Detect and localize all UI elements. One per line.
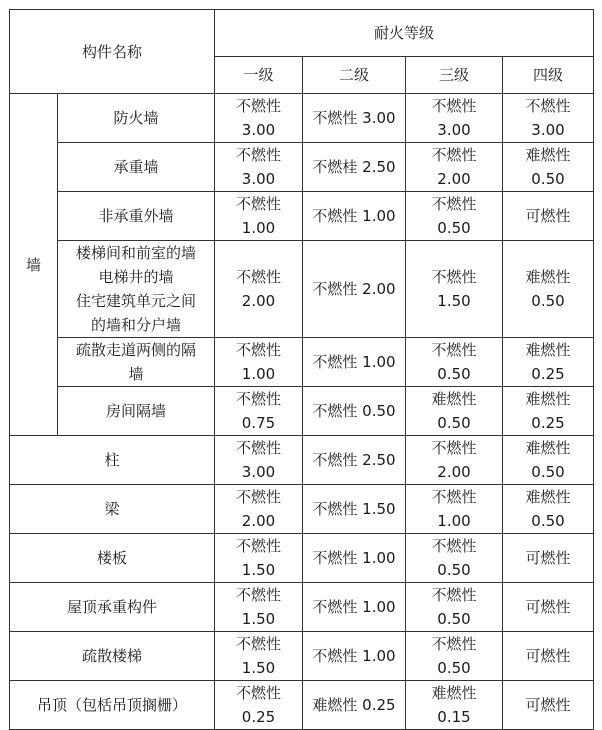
grade-3-cell-line: 0.50 (437, 219, 471, 237)
grade-4-cell (503, 241, 594, 338)
component-name-cell: 屋顶承重构件 (10, 583, 215, 632)
component-name-cell-line: 楼梯间和前室的墙 (75, 244, 196, 262)
grade-2-cell (303, 436, 406, 485)
grade-1-cell-line: 不燃性 (235, 439, 281, 457)
grade-4-cell (503, 143, 594, 192)
grade-4-cell-line: 可燃性 (525, 207, 571, 225)
component-name-cell-line: 的墙和分户墙 (90, 316, 181, 334)
grade-1-cell (215, 583, 303, 632)
table-row (10, 338, 594, 387)
grade-3-cell-line: 2.00 (437, 463, 471, 481)
fire-resistance-table (9, 9, 594, 730)
grade-4-cell (503, 338, 594, 387)
grade-2-cell-line: 不燃性 2.50 (312, 451, 396, 469)
grade-1-cell (215, 681, 303, 730)
grade-1-cell-line: 不燃性 (235, 268, 281, 286)
grade-4-cell-line: 难燃性 (525, 439, 571, 457)
grade-1-cell-line: 3.00 (241, 463, 276, 481)
grade-3-cell-line: 不燃性 (431, 146, 477, 164)
grade-2-cell (303, 241, 406, 338)
table-row (10, 681, 594, 730)
grade-1-cell-line: 3.00 (241, 121, 276, 139)
grade-2-cell (303, 338, 406, 387)
grade-2-cell (303, 143, 406, 192)
grade-1-cell (215, 192, 303, 241)
component-name-cell-line: 房间隔墙 (105, 402, 166, 420)
grade-4-cell (503, 485, 594, 534)
grade-1-cell-line: 不燃性 (235, 195, 281, 213)
component-name-cell-line: 墙 (128, 365, 144, 383)
table-row (10, 583, 594, 632)
grade-4-cell (503, 436, 594, 485)
grade-3-cell (406, 485, 503, 534)
grade-3-cell (406, 94, 503, 143)
grade-3-cell (406, 534, 503, 583)
grade-1-cell (215, 485, 303, 534)
grade-3-cell-line: 0.50 (437, 414, 471, 432)
component-name-cell-line: 疏散走道两侧的隔 (75, 341, 196, 359)
grade-1-cell (215, 387, 303, 436)
grade-1-cell-line: 2.00 (241, 292, 276, 310)
component-name-cell: 柱 (10, 436, 215, 485)
grade-1-cell-line: 不燃性 (235, 146, 281, 164)
component-name-cell: 楼板 (10, 534, 215, 583)
component-name-cell-line: 防火墙 (113, 109, 159, 127)
grade-2-cell (303, 681, 406, 730)
grade-1-cell-line: 1.00 (241, 219, 276, 237)
table-body (10, 10, 594, 730)
grade-1-cell-line: 不燃性 (235, 586, 281, 604)
grade-3-cell-line: 不燃性 (431, 97, 477, 115)
grade-1-cell-line: 1.00 (241, 365, 276, 383)
grade-4-cell-line: 难燃性 (525, 146, 571, 164)
grade-1-cell-line: 不燃性 (235, 390, 281, 408)
component-name-cell (58, 241, 215, 338)
grade-3-cell (406, 436, 503, 485)
grade-3-cell (406, 338, 503, 387)
grade-1-cell-line: 2.00 (241, 512, 276, 530)
grade-3-cell (406, 143, 503, 192)
table-row (10, 192, 594, 241)
fire-grade-header: 耐火等级 (215, 10, 594, 57)
grade-1-cell (215, 94, 303, 143)
grade-4-cell-line: 0.25 (531, 414, 565, 432)
grade-2-cell-line: 不燃性 1.50 (312, 500, 396, 518)
grade-2-cell-line: 不燃性 0.50 (312, 402, 396, 420)
grade-3-cell-line: 1.50 (437, 292, 471, 310)
wall-group-label: 墙 (10, 94, 58, 436)
component-name-cell-line: 电梯井的墙 (98, 268, 174, 286)
component-name-cell (58, 143, 215, 192)
grade-3-header: 三级 (406, 57, 503, 94)
grade-4-cell-line: 0.50 (531, 170, 565, 188)
grade-1-header: 一级 (215, 57, 303, 94)
table-row (10, 632, 594, 681)
grade-4-cell-line: 0.50 (531, 512, 565, 530)
grade-1-cell-line: 不燃性 (235, 635, 281, 653)
table-row (10, 387, 594, 436)
grade-1-cell (215, 338, 303, 387)
grade-1-cell-line: 不燃性 (235, 488, 281, 506)
grade-3-cell-line: 0.50 (437, 561, 471, 579)
table-row (10, 534, 594, 583)
grade-3-cell-line: 0.15 (437, 708, 471, 726)
grade-1-cell-line: 1.50 (241, 659, 276, 677)
grade-3-cell-line: 0.50 (437, 659, 471, 677)
grade-1-cell (215, 241, 303, 338)
grade-3-cell-line: 3.00 (437, 121, 471, 139)
grade-2-cell-line: 不燃性 1.00 (312, 647, 396, 665)
grade-4-cell-line: 0.25 (531, 365, 565, 383)
grade-1-cell (215, 436, 303, 485)
grade-3-cell-line: 难燃性 (431, 684, 477, 702)
grade-3-cell (406, 681, 503, 730)
grade-1-cell-line: 1.50 (241, 561, 276, 579)
grade-4-cell-line: 难燃性 (525, 390, 571, 408)
grade-3-cell-line: 不燃性 (431, 341, 477, 359)
grade-2-cell (303, 192, 406, 241)
grade-4-cell-line: 不燃性 (525, 97, 571, 115)
grade-4-cell-line: 0.50 (531, 463, 565, 481)
grade-4-cell-line: 难燃性 (525, 268, 571, 286)
grade-1-cell-line: 不燃性 (235, 537, 281, 555)
component-name-header: 构件名称 (10, 10, 215, 94)
grade-3-cell (406, 632, 503, 681)
grade-3-cell-line: 不燃性 (431, 439, 477, 457)
grade-4-cell (503, 632, 594, 681)
grade-1-cell-line: 0.75 (241, 414, 276, 432)
grade-3-cell-line: 不燃性 (431, 635, 477, 653)
component-name-cell-line: 非承重外墙 (98, 207, 174, 225)
table-row (10, 94, 594, 143)
grade-4-cell-line: 难燃性 (525, 341, 571, 359)
grade-2-cell (303, 583, 406, 632)
header-row-1 (10, 10, 594, 57)
grade-4-cell-line: 0.50 (531, 292, 565, 310)
component-name-cell-line: 承重墙 (113, 158, 159, 176)
grade-2-cell-line: 不燃性 1.00 (312, 207, 396, 225)
grade-1-cell-line: 不燃性 (235, 684, 281, 702)
component-name-cell-line: 住宅建筑单元之间 (75, 292, 196, 310)
grade-1-cell (215, 143, 303, 192)
grade-3-cell-line: 难燃性 (431, 390, 477, 408)
grade-3-cell-line: 0.50 (437, 365, 471, 383)
grade-2-cell (303, 632, 406, 681)
grade-4-cell (503, 583, 594, 632)
component-name-cell: 疏散楼梯 (10, 632, 215, 681)
table-row (10, 436, 594, 485)
grade-4-cell (503, 94, 594, 143)
grade-4-cell-line: 可燃性 (525, 696, 571, 714)
grade-4-cell (503, 534, 594, 583)
grade-1-cell-line: 3.00 (241, 170, 276, 188)
grade-4-cell-line: 3.00 (531, 121, 565, 139)
grade-2-cell-line: 不燃桂 2.50 (312, 158, 396, 176)
component-name-cell (58, 338, 215, 387)
component-name-cell (58, 192, 215, 241)
grade-2-cell-line: 不燃性 3.00 (312, 109, 396, 127)
grade-3-cell-line: 0.50 (437, 610, 471, 628)
grade-3-cell-line: 不燃性 (431, 488, 477, 506)
grade-3-cell (406, 241, 503, 338)
grade-3-cell (406, 387, 503, 436)
grade-3-cell-line: 不燃性 (431, 537, 477, 555)
grade-4-cell-line: 难燃性 (525, 488, 571, 506)
grade-4-cell-line: 可燃性 (525, 549, 571, 567)
grade-4-cell (503, 681, 594, 730)
grade-2-cell (303, 387, 406, 436)
grade-3-cell (406, 583, 503, 632)
grade-1-cell (215, 632, 303, 681)
grade-1-cell-line: 不燃性 (235, 97, 281, 115)
component-name-cell (58, 94, 215, 143)
grade-2-cell (303, 94, 406, 143)
grade-2-cell-line: 不燃性 2.00 (312, 280, 396, 298)
component-name-cell: 梁 (10, 485, 215, 534)
grade-4-cell-line: 可燃性 (525, 598, 571, 616)
grade-3-cell-line: 不燃性 (431, 586, 477, 604)
grade-3-cell-line: 2.00 (437, 170, 471, 188)
component-name-cell: 吊顶（包栝吊顶搁栅） (10, 681, 215, 730)
table-row (10, 485, 594, 534)
grade-4-header: 四级 (503, 57, 594, 94)
grade-2-header: 二级 (303, 57, 406, 94)
grade-2-cell (303, 485, 406, 534)
component-name-cell (58, 387, 215, 436)
grade-2-cell (303, 534, 406, 583)
grade-2-cell-line: 难燃性 0.25 (312, 696, 396, 714)
table-row (10, 143, 594, 192)
grade-1-cell-line: 1.50 (241, 610, 276, 628)
grade-3-cell-line: 1.00 (437, 512, 471, 530)
table-row (10, 241, 594, 338)
grade-4-cell (503, 387, 594, 436)
grade-3-cell-line: 不燃性 (431, 268, 477, 286)
grade-1-cell (215, 534, 303, 583)
grade-3-cell-line: 不燃性 (431, 195, 477, 213)
grade-1-cell-line: 0.25 (241, 708, 276, 726)
grade-2-cell-line: 不燃性 1.00 (312, 353, 396, 371)
grade-4-cell-line: 可燃性 (525, 647, 571, 665)
grade-2-cell-line: 不燃性 1.00 (312, 549, 396, 567)
grade-1-cell-line: 不燃性 (235, 341, 281, 359)
grade-4-cell (503, 192, 594, 241)
grade-2-cell-line: 不燃性 1.00 (312, 598, 396, 616)
grade-3-cell (406, 192, 503, 241)
